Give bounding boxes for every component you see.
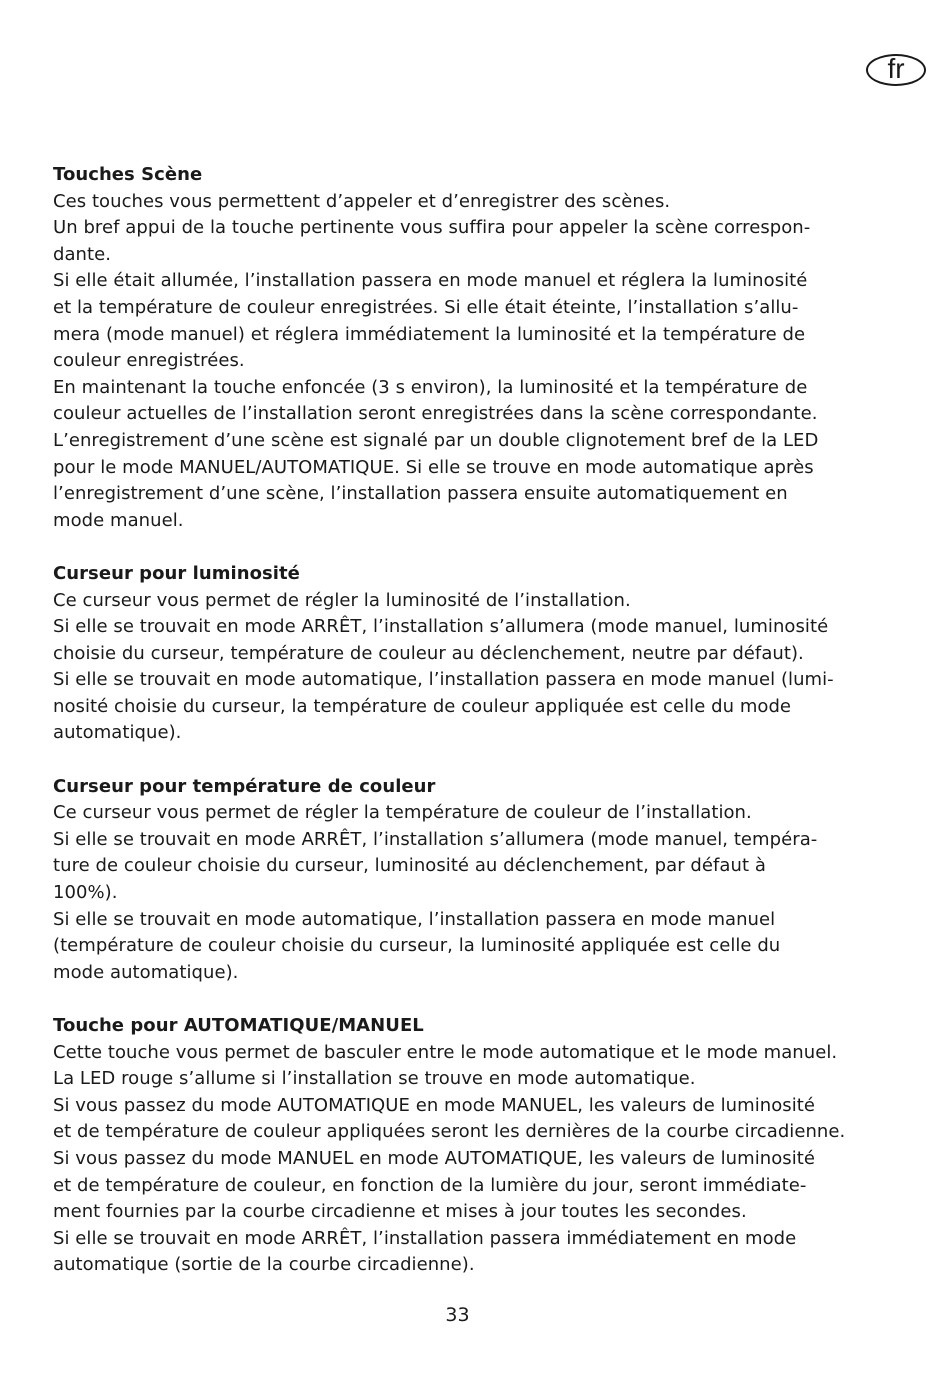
body-line: et de température de couleur, en fonction de la lumière du jour, seront immédiate-: [53, 1174, 807, 1196]
body-line: Si vous passez du mode AUTOMATIQUE en mode MANUEL, les valeurs de luminosité: [53, 1094, 815, 1116]
body-line: et de température de couleur appliquées seront les dernières de la courbe circadienne.: [53, 1121, 846, 1143]
body-line: Ce curseur vous permet de régler la température de couleur de l’installation.: [53, 802, 752, 824]
body-line: mera (mode manuel) et réglera immédiatement la luminosité et la température de: [53, 323, 806, 345]
body-line: couleur actuelles de l’installation seront enregistrées dans la scène correspondante.: [53, 403, 818, 425]
body-line: mode automatique).: [53, 961, 239, 983]
body-line: nosité choisie du curseur, la température de couleur appliquée est celle du mode: [53, 695, 792, 717]
body-line: 100%).: [53, 882, 118, 904]
body-line: automatique).: [53, 722, 182, 744]
body-line: Si elle se trouvait en mode ARRÊT, l’installation passera immédiatement en mode: [53, 1227, 797, 1249]
body-line: Si elle se trouvait en mode automatique, l’installation passera en mode manuel: [53, 908, 776, 930]
body-line: Si vous passez du mode MANUEL en mode AUTOMATIQUE, les valeurs de luminosité: [53, 1147, 815, 1169]
body-line: mode manuel.: [53, 509, 184, 531]
body-line: dante.: [53, 243, 112, 265]
body-line: Si elle était allumée, l’installation passera en mode manuel et réglera la luminosité: [53, 270, 808, 292]
body-line: et la température de couleur enregistrées. Si elle était éteinte, l’installation s’allu-: [53, 296, 799, 318]
section-touches-scene: [53, 162, 883, 534]
body-line: La LED rouge s’allume si l’installation se trouve en mode automatique.: [53, 1068, 696, 1090]
section-curseur-temperature: [53, 774, 883, 987]
body-line: Cette touche vous permet de basculer entre le mode automatique et le mode manuel.: [53, 1041, 838, 1063]
body-line: Un bref appui de la touche pertinente vous suffira pour appeler la scène correspon-: [53, 217, 811, 239]
body-line: Si elle se trouvait en mode ARRÊT, l’installation s’allumera (mode manuel, luminosité: [53, 616, 829, 638]
body-line: ture de couleur choisie du curseur, luminosité au déclenchement, par défaut à: [53, 855, 766, 877]
body-line: ment fournies par la courbe circadienne et mises à jour toutes les secondes.: [53, 1201, 747, 1223]
body-line: Ce curseur vous permet de régler la luminosité de l’installation.: [53, 589, 631, 611]
section-heading: Touches Scène: [53, 164, 203, 185]
section-heading: Curseur pour luminosité: [53, 562, 300, 584]
body-line: Ces touches vous permettent d’appeler et d’enregistrer des scènes.: [53, 190, 671, 212]
document-body: [53, 162, 883, 1279]
language-badge: fr: [866, 54, 926, 86]
section-heading: Curseur pour température de couleur: [53, 775, 436, 797]
body-line: Si elle se trouvait en mode automatique, l’installation passera en mode manuel (lumi-: [53, 669, 834, 691]
section-curseur-luminosite: [53, 561, 883, 747]
body-line: En maintenant la touche enfoncée (3 s environ), la luminosité et la température de: [53, 376, 808, 398]
body-line: pour le mode MANUEL/AUTOMATIQUE. Si elle se trouve en mode automatique après: [53, 456, 814, 478]
body-line: Si elle se trouvait en mode ARRÊT, l’installation s’allumera (mode manuel, tempéra-: [53, 828, 818, 850]
page-number: 33: [445, 1304, 470, 1326]
body-line: choisie du curseur, température de couleur au déclenchement, neutre par défaut).: [53, 642, 804, 664]
body-line: L’enregistrement d’une scène est signalé par un double clignotement bref de la LED: [53, 429, 819, 451]
body-line: l’enregistrement d’une scène, l’installation passera ensuite automatiquement en: [53, 483, 788, 505]
body-line: automatique (sortie de la courbe circadienne).: [53, 1254, 475, 1276]
body-line: (température de couleur choisie du curseur, la luminosité appliquée est celle du: [53, 935, 781, 957]
section-heading: Touche pour AUTOMATIQUE/MANUEL: [53, 1015, 424, 1036]
section-touche-auto-manuel: [53, 1013, 883, 1279]
body-line: couleur enregistrées.: [53, 350, 245, 372]
